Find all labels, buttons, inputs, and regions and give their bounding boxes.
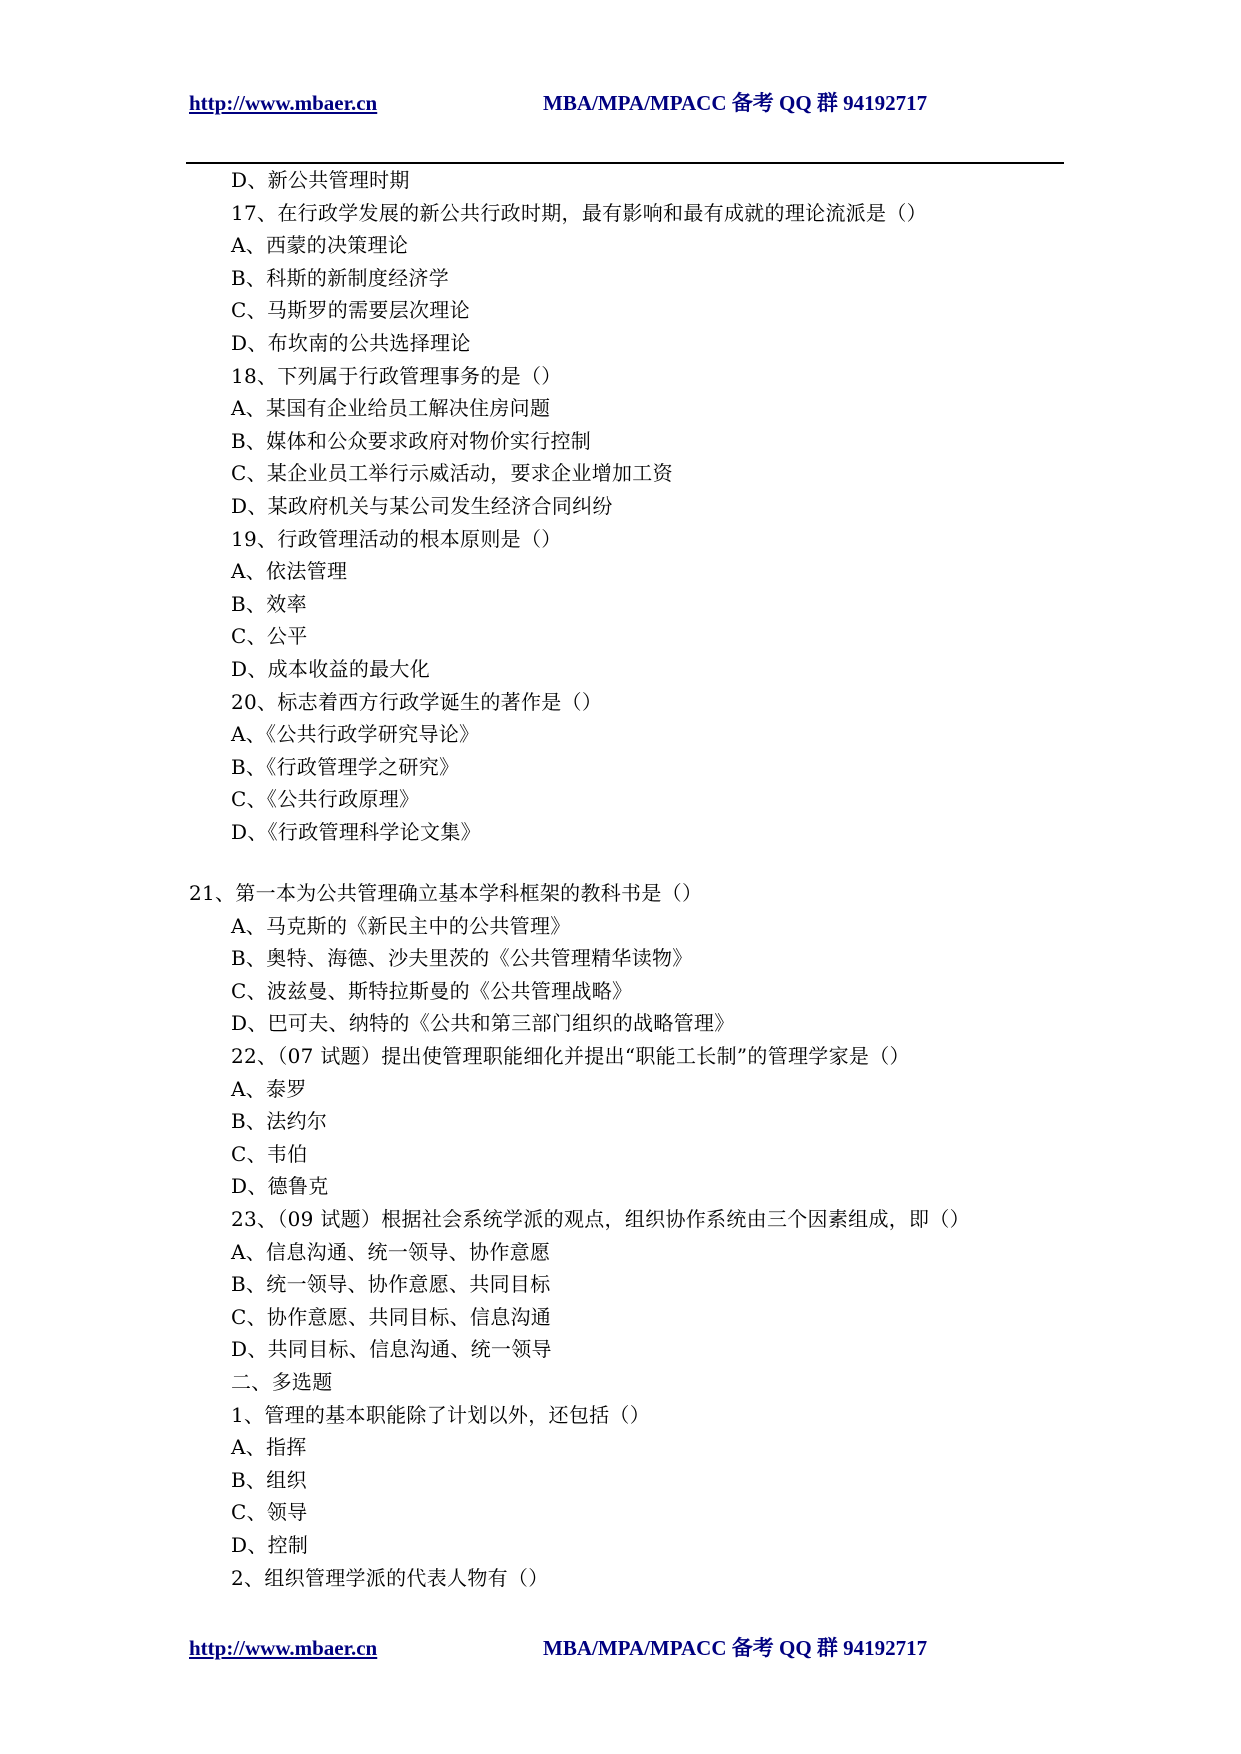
- option-line: C、《公共行政原理》: [231, 787, 420, 812]
- option-line: A、西蒙的决策理论: [231, 233, 409, 258]
- option-line: B、奥特、海德、沙夫里茨的《公共管理精华读物》: [231, 946, 693, 971]
- question-line: 21、第一本为公共管理确立基本学科框架的教科书是（）: [189, 881, 703, 905]
- option-line: C、波兹曼、斯特拉斯曼的《公共管理战略》: [231, 978, 633, 1003]
- option-line: D、巴可夫、纳特的《公共和第三部门组织的战略管理》: [231, 1011, 735, 1036]
- page-header: [189, 88, 1061, 118]
- header-info: MBA/MPA/MPACC 备考 QQ 群 94192717: [543, 91, 928, 115]
- question-line: 22、（07 试题）提出使管理职能细化并提出“职能工长制”的管理学家是（）: [231, 1044, 910, 1068]
- option-line: A、依法管理: [231, 559, 348, 584]
- option-line: B、《行政管理学之研究》: [231, 754, 460, 779]
- option-line: D、成本收益的最大化: [231, 657, 431, 681]
- option-line: B、效率: [231, 591, 307, 616]
- option-line: C、马斯罗的需要层次理论: [231, 298, 470, 323]
- option-line: A、信息沟通、统一领导、协作意愿: [231, 1239, 551, 1264]
- option-line: A、泰罗: [231, 1076, 307, 1101]
- option-line: D、某政府机关与某公司发生经济合同纠纷: [231, 494, 613, 518]
- question-line: 17、在行政学发展的新公共行政时期，最有影响和最有成就的理论流派是（）: [231, 200, 927, 225]
- question-line: 2、组织管理学派的代表人物有（）: [231, 1565, 549, 1590]
- header-link[interactable]: http://www.mbaer.cn: [189, 91, 378, 115]
- option-line: D、新公共管理时期: [231, 168, 410, 192]
- option-line: A、《公共行政学研究导论》: [231, 722, 480, 747]
- question-line: 19、行政管理活动的根本原则是（）: [231, 526, 562, 551]
- option-line: D、共同目标、信息沟通、统一领导: [231, 1337, 552, 1362]
- question-line: 23、（09 试题）根据社会系统学派的观点，组织协作系统由三个因素组成，即（）: [231, 1207, 970, 1231]
- option-line: D、《行政管理科学论文集》: [231, 820, 481, 844]
- option-line: D、德鲁克: [231, 1174, 329, 1199]
- option-line: C、公平: [231, 624, 308, 649]
- option-line: C、协作意愿、共同目标、信息沟通: [231, 1304, 552, 1329]
- option-line: C、韦伯: [231, 1141, 308, 1166]
- option-line: B、科斯的新制度经济学: [231, 265, 449, 290]
- option-line: A、马克斯的《新民主中的公共管理》: [231, 913, 571, 938]
- footer-link[interactable]: http://www.mbaer.cn: [189, 1636, 378, 1660]
- question-line: 20、标志着西方行政学诞生的著作是（）: [231, 689, 603, 714]
- option-line: B、组织: [231, 1467, 307, 1492]
- question-line: 18、下列属于行政管理事务的是（）: [231, 363, 562, 388]
- option-line: B、媒体和公众要求政府对物价实行控制: [231, 428, 592, 453]
- option-line: B、法约尔: [231, 1109, 328, 1134]
- option-line: C、某企业员工举行示威活动，要求企业增加工资: [231, 461, 673, 486]
- option-line: D、控制: [231, 1533, 309, 1557]
- option-line: D、布坎南的公共选择理论: [231, 331, 471, 355]
- question-line: 1、管理的基本职能除了计划以外，还包括（）: [231, 1402, 651, 1427]
- option-line: A、某国有企业给员工解决住房问题: [231, 396, 551, 421]
- section-heading: 二、多选题: [231, 1370, 333, 1394]
- option-line: C、领导: [231, 1500, 308, 1525]
- option-line: A、指挥: [231, 1435, 307, 1460]
- page-footer: [189, 1633, 1061, 1663]
- footer-info: MBA/MPA/MPACC 备考 QQ 群 94192717: [543, 1636, 928, 1660]
- option-line: B、统一领导、协作意愿、共同目标: [231, 1272, 551, 1297]
